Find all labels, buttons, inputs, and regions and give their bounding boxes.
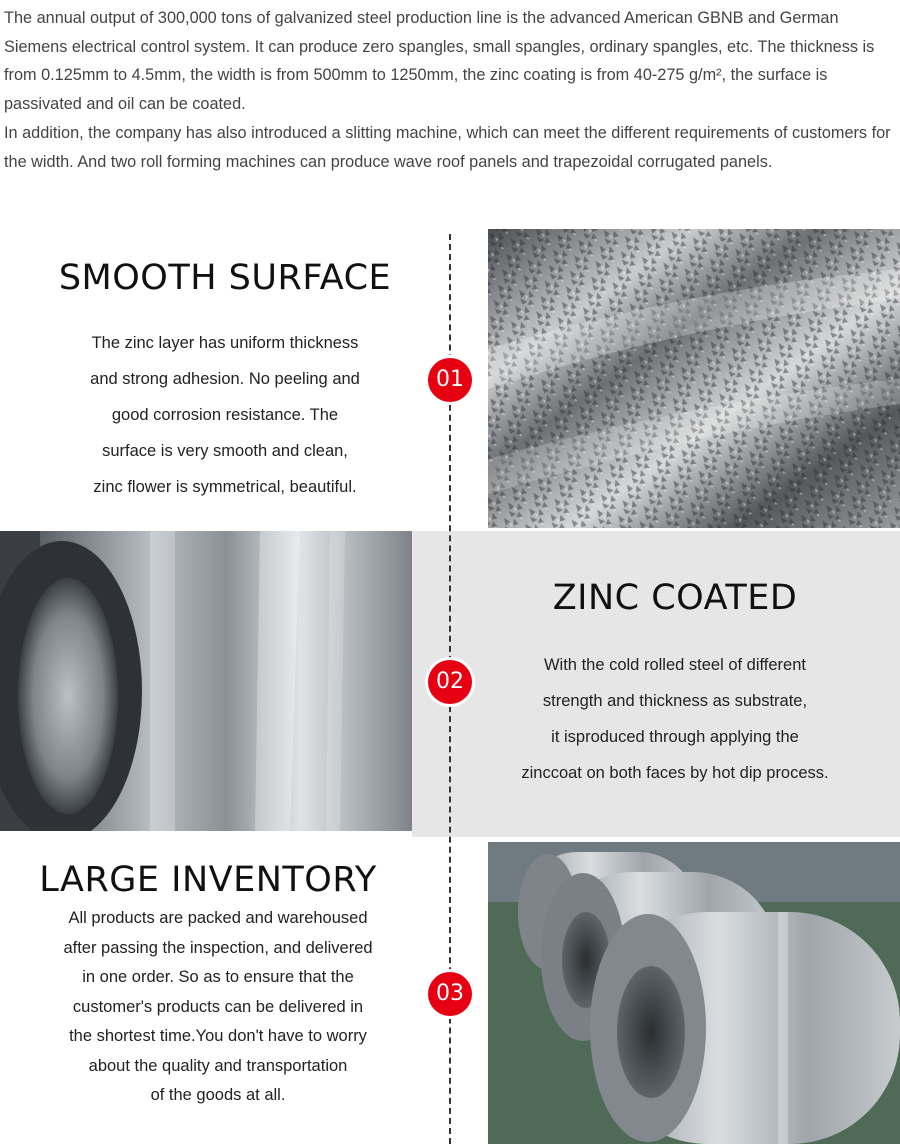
section-3-description (0, 904, 436, 1111)
steel-coil-photo (0, 531, 412, 831)
section-1-line: surface is very smooth and clean, (102, 442, 348, 460)
section-3-line: after passing the inspection, and delivered (63, 938, 373, 957)
intro-text (4, 4, 896, 176)
section-1-line: and strong adhesion. No peeling and (90, 370, 360, 388)
section-2-line: zinccoat on both faces by hot dip process. (521, 764, 829, 782)
section-1-line: The zinc layer has uniform thickness (91, 334, 359, 352)
intro-paragraph-1: The annual output of 300,000 tons of galvanized steel production line is the advanced American GBNB and German Siemens electrical control system. It can produce zero spangles, small spangles, ordinary spangles, etc. The thickness is from 0.125mm to 4.5mm, the width is from 500mm to 1250mm, the zinc coating is from 40-275 g/m², the surface is passivated and oil can be coated. (4, 9, 875, 114)
section-1-number-badge: 01 (428, 358, 472, 402)
intro-paragraph-2: In addition, the company has also introduced a slitting machine, which can meet the different requirements of customers for the width. And two roll forming machines can produce wave roof panels and trapezoidal corrugated panels. (4, 123, 891, 171)
section-3-title: LARGE INVENTORY (39, 860, 377, 900)
section-3-line: All products are packed and warehoused (68, 909, 368, 927)
section-2-title: ZINC COATED (552, 578, 798, 618)
section-1-description (0, 325, 450, 505)
section-1-line: good corrosion resistance. The (111, 406, 339, 424)
section-3-line: of the goods at all. (150, 1086, 286, 1104)
section-3-line: about the quality and transportation (88, 1056, 348, 1075)
section-2-description (450, 647, 900, 791)
section-3-line: customer's products can be delivered in (72, 997, 364, 1016)
spangle-surface-photo (488, 229, 900, 528)
section-3-line: the shortest time.You don't have to worry (69, 1027, 367, 1045)
section-2-line: it isproduced through applying the (551, 728, 799, 746)
section-2-line: With the cold rolled steel of different (543, 656, 806, 674)
section-1-title: SMOOTH SURFACE (58, 258, 392, 298)
warehouse-coils-photo (488, 842, 900, 1144)
section-2-number-badge: 02 (428, 660, 472, 704)
section-3-line: in one order. So as to ensure that the (82, 968, 354, 986)
section-3-number-badge: 03 (428, 972, 472, 1016)
section-2-line: strength and thickness as substrate, (542, 692, 808, 710)
section-1-line: zinc flower is symmetrical, beautiful. (93, 478, 357, 496)
